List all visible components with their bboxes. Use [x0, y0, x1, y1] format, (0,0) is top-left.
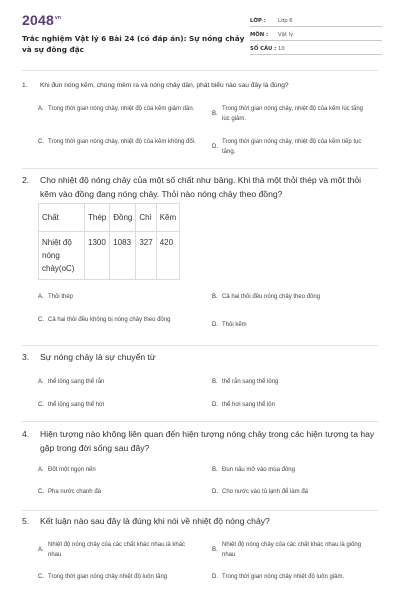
- option-letter: B.: [212, 379, 218, 385]
- question-5: [22, 515, 378, 529]
- option-d[interactable]: [212, 400, 372, 410]
- table-header-cell: Chất: [39, 204, 85, 232]
- option-letter: B.: [212, 467, 218, 473]
- option-text: thể lỏng sang thể rắn: [48, 379, 105, 385]
- option-letter: A.: [38, 547, 44, 553]
- option-d[interactable]: [212, 320, 372, 330]
- question-2: [22, 174, 378, 201]
- question-number: 1.: [22, 82, 28, 89]
- quiz-meta: [250, 13, 382, 55]
- table-cell: 327: [136, 232, 156, 280]
- option-letter: B.: [212, 547, 218, 553]
- option-letter: C.: [38, 402, 44, 408]
- option-letter: C.: [38, 317, 44, 323]
- question-number: 2.: [22, 175, 30, 185]
- meta-count-label: SỐ CÂU :: [250, 46, 277, 52]
- option-c[interactable]: [38, 572, 198, 582]
- option-text: Đun nấu mỡ vào mùa đông: [222, 467, 295, 473]
- option-letter: D.: [212, 489, 218, 495]
- site-logo[interactable]: [22, 12, 61, 28]
- question-1: [22, 81, 378, 91]
- table-header-cell: Kẽm: [156, 204, 179, 232]
- option-a[interactable]: [38, 540, 198, 560]
- option-text: Trong thời gian nóng chảy, nhiệt độ của kẽm không đổi.: [48, 139, 196, 145]
- meta-subject-value: Vật lý: [278, 32, 294, 38]
- page-header: [22, 12, 382, 60]
- option-letter: A.: [38, 467, 44, 473]
- divider: [22, 421, 378, 422]
- option-text: Trong thời gian nóng chảy nhiệt độ luôn giảm.: [222, 574, 345, 580]
- option-text: Trong thời gian nóng chảy, nhiệt độ của kẽm tiếp tục tăng.: [222, 139, 362, 155]
- option-d[interactable]: [212, 572, 372, 582]
- logo-text[interactable]: 2048: [22, 12, 54, 28]
- option-text: Trong thời gian nóng chảy, nhiệt độ của kẽm giảm dần.: [48, 106, 195, 112]
- question-3: [22, 351, 378, 365]
- table-header-cell: Đồng: [110, 204, 136, 232]
- option-letter: C.: [38, 489, 44, 495]
- option-b[interactable]: [212, 377, 372, 387]
- option-text: thể rắn sang thể lỏng: [222, 379, 279, 385]
- option-letter: D.: [212, 144, 218, 150]
- option-text: Thỏi kẽm: [222, 322, 247, 328]
- question-number: 4.: [22, 429, 30, 439]
- table-header-cell: Chì: [136, 204, 156, 232]
- option-letter: A.: [38, 379, 44, 385]
- option-b[interactable]: [212, 292, 387, 302]
- divider: [22, 510, 378, 511]
- option-a[interactable]: [38, 104, 198, 114]
- question-text: Sự nóng chảy là sự chuyển từ: [40, 352, 156, 362]
- option-text: Cả hai thỏi đều không bị nóng chảy theo đồng: [48, 317, 171, 323]
- question-number: 5.: [22, 516, 30, 526]
- divider: [22, 345, 378, 346]
- question-text: Hiện tượng nào không liên quan đến hiện tượng nóng chảy trong các hiện tượng ta hay gặp trong đời sống sau đây?: [40, 429, 375, 453]
- meta-subject-label: MÔN :: [250, 32, 269, 38]
- option-text: thể hơi sang thể lỏn: [222, 402, 275, 408]
- option-d[interactable]: [212, 137, 372, 157]
- option-a[interactable]: [38, 377, 198, 387]
- table-cell: 1083: [110, 232, 136, 280]
- table-row: [39, 232, 180, 280]
- meta-class-value: Lớp 6: [278, 18, 293, 24]
- question-text: Khi đun nóng kẽm, chúng mềm ra và nóng chảy dần, phát biểu nào sau đây là đúng?: [40, 82, 289, 89]
- option-letter: C.: [38, 139, 44, 145]
- option-text: thể lỏng sang thể hơi: [48, 402, 105, 408]
- option-text: Thỏi thép: [48, 294, 74, 300]
- page-title: Trắc nghiệm Vật lý 6 Bài 24 (có đáp án): Sự nóng chảy và sự đông đặc: [22, 34, 245, 54]
- melting-point-table: [38, 203, 180, 280]
- option-d[interactable]: [212, 487, 387, 497]
- option-text: Nhiệt độ nóng chảy của các chất khác nhau là giống nhau: [222, 542, 362, 558]
- option-c[interactable]: [38, 315, 198, 325]
- option-b[interactable]: [212, 104, 372, 124]
- meta-subject-row: [250, 27, 382, 41]
- table-cell: 420: [156, 232, 179, 280]
- question-number: 3.: [22, 352, 30, 362]
- table-cell: 1300: [85, 232, 110, 280]
- option-b[interactable]: [212, 465, 372, 475]
- option-text: Trong thời gian nóng chảy, nhiệt độ của kẽm lúc tăng lúc giảm.: [222, 106, 364, 122]
- option-letter: B.: [212, 294, 218, 300]
- option-letter: D.: [212, 402, 218, 408]
- meta-class-row: [250, 13, 382, 27]
- option-text: Đốt một ngọn nến: [48, 467, 96, 473]
- option-letter: D.: [212, 574, 218, 580]
- table-row-label: Nhiệt độ nóng chảy(oC): [39, 232, 85, 280]
- option-a[interactable]: [38, 465, 198, 475]
- divider: [22, 70, 378, 71]
- option-letter: D.: [212, 322, 218, 328]
- meta-count-value: 10: [278, 46, 285, 52]
- option-letter: A.: [38, 294, 44, 300]
- option-letter: C.: [38, 574, 44, 580]
- option-c[interactable]: [38, 400, 198, 410]
- question-text: Kết luận nào sau đây là đúng khi nói về nhiệt độ nóng chảy?: [40, 516, 270, 526]
- meta-count-row: [250, 41, 382, 55]
- question-4: [22, 428, 378, 455]
- option-text: Nhiệt độ nóng chảy của các chất khác nhau là khác nhau: [48, 542, 186, 558]
- option-text: Cả hai thỏi đều nóng chảy theo đồng: [222, 294, 321, 300]
- option-letter: A.: [38, 106, 44, 112]
- option-text: Trong thời gian nóng chảy nhiệt độ luôn tăng: [48, 574, 168, 580]
- question-text: Cho nhiệt độ nóng chảy của một số chất như bảng. Khi thả một thỏi thép và một thỏi kẽm vào đồng đang nóng chảy. Thỏi nào nóng chảy theo đồng?: [40, 175, 362, 199]
- option-text: Pha nước chanh đá: [48, 489, 101, 495]
- option-a[interactable]: [38, 292, 198, 302]
- option-c[interactable]: [38, 137, 198, 147]
- logo-suffix: vn: [54, 15, 62, 22]
- table-header-cell: Thép: [85, 204, 110, 232]
- option-b[interactable]: [212, 540, 372, 560]
- option-text: Cho nước vào tủ lạnh để làm đá: [222, 489, 309, 495]
- meta-class-label: LỚP :: [250, 18, 266, 24]
- option-c[interactable]: [38, 487, 198, 497]
- option-letter: B.: [212, 111, 218, 117]
- divider: [22, 168, 378, 169]
- table-header-row: [39, 204, 180, 232]
